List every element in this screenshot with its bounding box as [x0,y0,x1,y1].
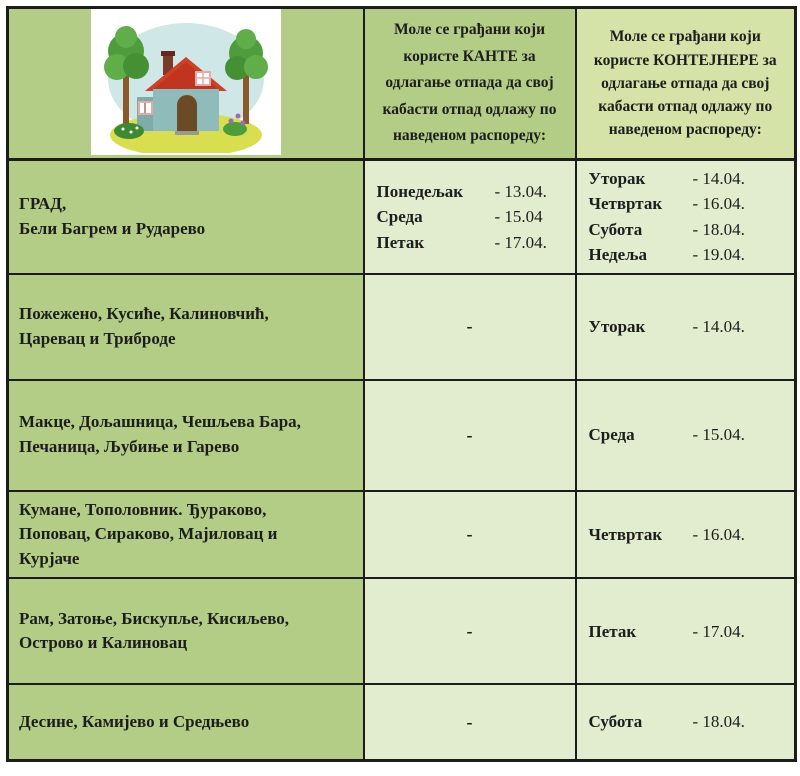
schedule-entry [589,191,791,217]
kontejneri-cell [576,684,796,760]
header-row [8,8,796,160]
house-image-cell [8,8,364,160]
kante-cell [364,160,576,274]
schedule-entry [589,242,791,268]
kante-cell [364,578,576,684]
area-line: Поповац, Сираково, Мајиловац и [19,524,278,544]
date-label: - 13.04. [494,181,547,201]
date-label: - 16.04. [692,194,745,214]
day-label: Уторак [588,168,646,188]
kontejneri-note: Моле се грађани који користе КОНТЕЈНЕРЕ за одлагање отпада да свој кабасти отпад одлажу по наведеном распореду: [593,28,777,139]
kontejneri-cell [576,274,796,380]
empty-dash: - [466,620,473,641]
area-line: Царевац и Триброде [19,328,176,348]
kante-header-cell [364,8,576,160]
table-row [8,160,796,274]
empty-dash: - [466,316,473,336]
house-illustration-frame [91,9,281,155]
day-label: Четвртак [588,194,663,214]
kontejneri-cell [576,380,796,491]
area-line: Макце, Дољашница, Чешљева Бара, [19,412,301,432]
day-label: Петак [588,621,637,641]
area-line: Кумане, Тополовник. Ђураково, [19,499,267,519]
table-row [8,578,796,684]
date-label: - 16.04. [692,524,745,544]
table-row [8,274,796,380]
schedule-entry [589,166,791,192]
kante-cell [364,380,576,491]
area-line: Печаница, Љубиње и Гарево [19,437,240,456]
day-label: Четвртак [588,524,663,544]
day-label: Недеља [588,245,647,265]
empty-dash: - [466,424,473,445]
day-label: Среда [588,425,635,445]
kante-cell [364,684,576,760]
schedule-entry [589,422,791,448]
area-line: Десине, Камијево и Средњево [19,711,250,731]
table-row [8,380,796,491]
house-illustration [93,11,279,153]
date-label: - 15.04. [692,425,745,445]
area-cell [8,578,364,684]
kontejneri-header-cell [576,8,796,160]
day-label: Субота [588,712,643,732]
area-line: ГРАД, [19,194,67,214]
table-row [8,491,796,579]
waste-schedule-table [6,6,797,762]
schedule-entry [589,709,791,735]
table-row [8,684,796,760]
date-label: - 14.04. [692,168,745,188]
area-line: Бели Багрем и Рударево [19,218,206,238]
schedule-entry [589,619,791,645]
date-label: - 17.04. [692,621,745,641]
date-label: - 14.04. [692,316,745,336]
schedule-entry [377,230,571,256]
area-line: Курјаче [19,548,80,568]
schedule-entry [589,314,791,340]
area-cell [8,684,364,760]
kontejneri-cell [576,491,796,579]
schedule-rows [8,160,796,761]
door [177,95,197,131]
schedule-entry [589,217,791,243]
day-label: Субота [588,219,643,239]
schedule-entry [589,522,791,548]
date-label: - 17.04. [494,232,547,252]
empty-dash: - [466,711,473,732]
area-cell [8,380,364,491]
schedule-entry [377,179,571,205]
day-label: Петак [376,232,425,252]
date-label: - 15.04 [494,207,543,226]
empty-dash: - [466,523,473,544]
area-line: Острово и Калиновац [19,633,188,653]
day-label: Среда [376,207,423,226]
area-line: Пожежено, Кусиће, Калиновчић, [19,303,269,323]
date-label: - 18.04. [692,219,745,239]
day-label: Уторак [588,316,646,336]
kante-cell [364,274,576,380]
kante-cell [364,491,576,579]
area-cell [8,491,364,579]
area-line: Рам, Затоње, Бискупље, Кисиљево, [19,608,290,628]
area-cell [8,160,364,274]
date-label: - 18.04. [692,712,745,732]
schedule-entry [377,204,571,230]
kante-note: Моле се грађани који користе КАНТЕ за одлагање отпада да свој кабасти отпад одлажу по наведеном распореду: [382,20,557,145]
day-label: Понедељак [376,181,464,201]
date-label: - 19.04. [692,245,745,265]
kontejneri-cell [576,160,796,274]
area-cell [8,274,364,380]
kontejneri-cell [576,578,796,684]
